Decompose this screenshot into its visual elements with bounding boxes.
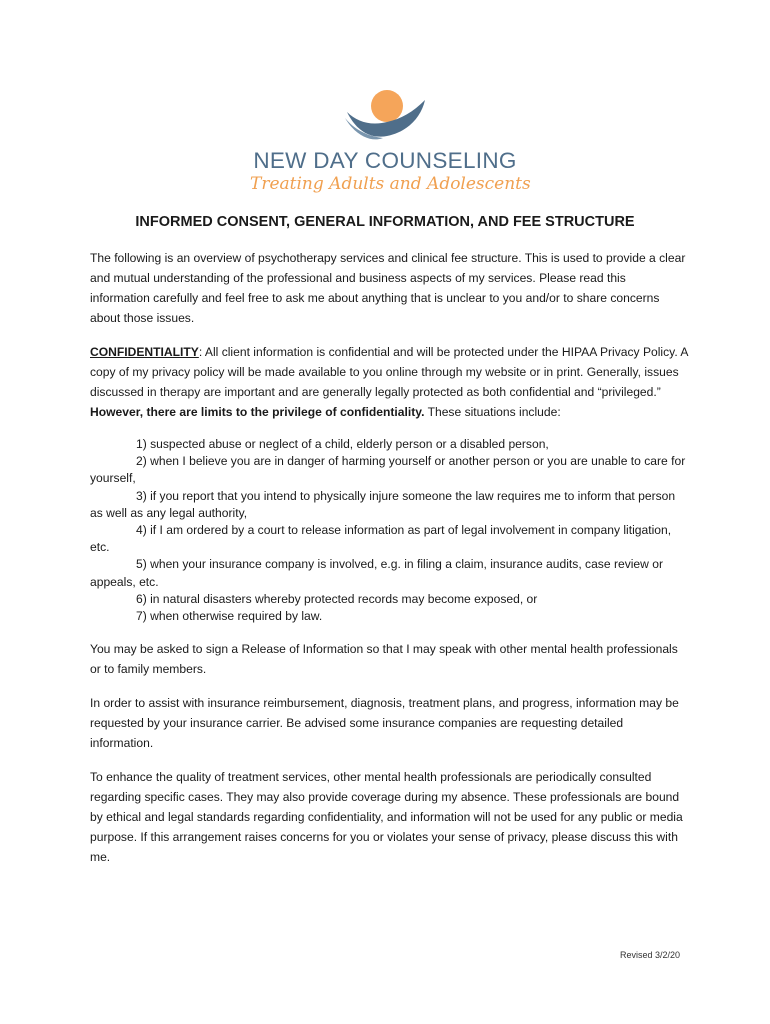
list-item: 3) if you report that you intend to physically injure someone the law requires me to inform that person as well as any legal authority, [90,488,676,520]
release-paragraph: You may be asked to sign a Release of Information so that I may speak with other mental health professionals or to family members. [90,642,678,677]
confidentiality-text-end: These situations include: [424,405,561,419]
revision-date: Revised 3/2/20 [619,950,680,960]
insurance-paragraph: In order to assist with insurance reimbursement, diagnosis, treatment plans, and progress, information may be requested by your insurance carrier. Be advised some insurance companies are requesting detailed information. [90,696,679,751]
list-item: 5) when your insurance company is involved, e.g. in filing a claim, insurance audits, case review or appeals, etc. [90,557,664,589]
sun-hand-icon [343,88,429,144]
intro-paragraph: The following is an overview of psychotherapy services and clinical fee structure. This is used to provide a clear and mutual understanding of the professional and business aspects of my services. Please read this information carefully and feel free to ask me about anything that is unclear to you and/or to share concerns about those issues. [90,251,686,325]
confidentiality-limits-list [90,436,688,625]
list-item: 1) suspected abuse or neglect of a child, elderly person or a disabled person, [136,437,549,451]
logo-name: NEW DAY COUNSELING [253,148,517,173]
confidentiality-limits-statement: However, there are limits to the privilege of confidentiality. [90,405,425,419]
logo-tagline: Treating Adults and Adolescents [250,174,531,194]
list-item: 4) if I am ordered by a court to release information as part of legal involvement in company litigation, etc. [90,523,672,555]
confidentiality-text: : All client information is confidential and will be protected under the HIPAA Privacy Policy. A copy of my privacy policy will be made available to you online through my website or in print. Generally, issues discussed in therapy are important and are generally legally protected as both confidential and “privileged.” [90,345,688,399]
list-item: 2) when I believe you are in danger of harming yourself or another person or you are unable to care for yourself, [90,454,686,486]
confidentiality-paragraph [90,342,688,422]
list-item: 7) when otherwise required by law. [136,609,323,624]
document-body [90,248,688,881]
confidentiality-heading: CONFIDENTIALITY [90,345,199,359]
quality-paragraph: To enhance the quality of treatment services, other mental health professionals are periodically consulted regarding specific cases. They may also provide coverage during my absence. These professionals are bound by ethical and legal standards regarding confidentiality, and information will not be used for any public or media purpose. If this arrangement raises concerns for you or violates your sense of privacy, please discuss this with me. [90,770,683,865]
list-item: 6) in natural disasters whereby protected records may become exposed, or [136,591,538,606]
logo [250,88,531,200]
document-title: INFORMED CONSENT, GENERAL INFORMATION, AND FEE STRUCTURE [135,214,635,230]
